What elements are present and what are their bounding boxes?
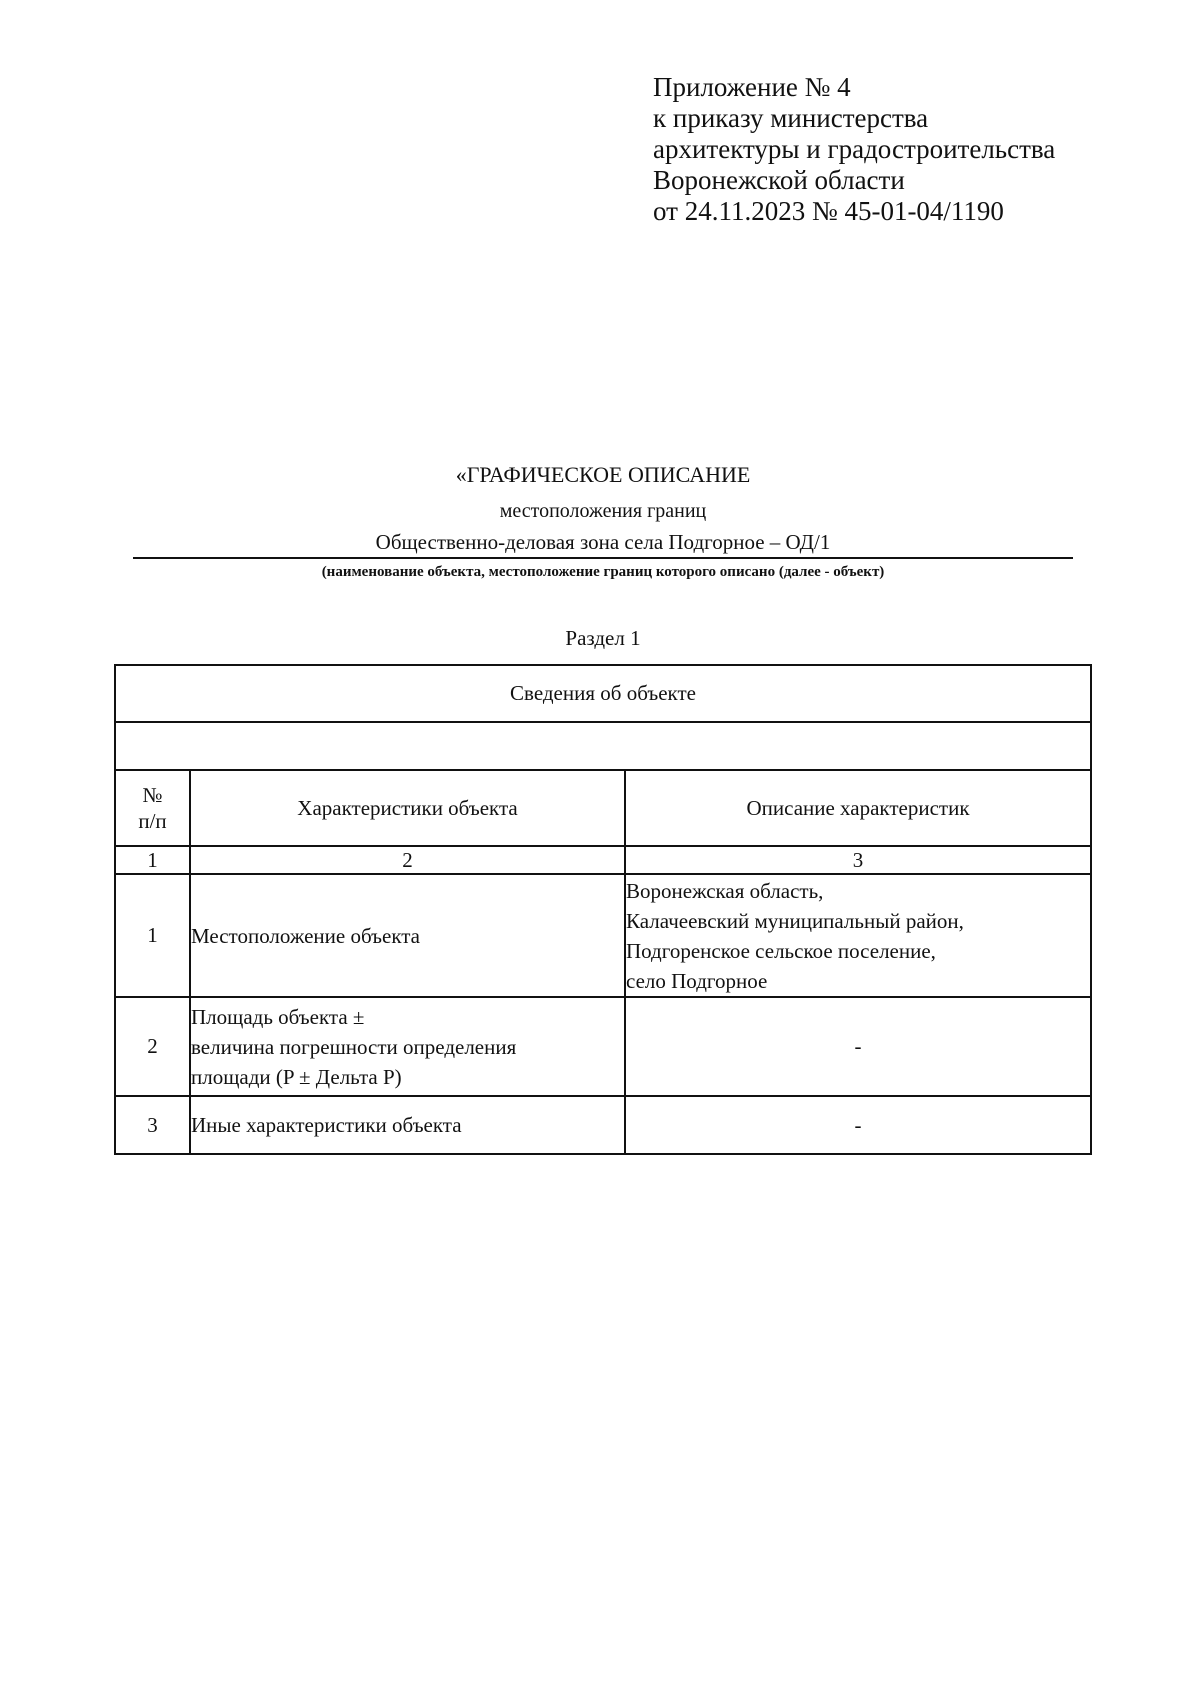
appendix-order-ref: к приказу министерства	[653, 103, 929, 133]
table-empty-row	[115, 722, 1091, 770]
row-description: -	[625, 1096, 1091, 1154]
row-description: -	[625, 997, 1091, 1096]
object-name-caption: (наименование объекта, местоположение границ которого описано (далее - объект)	[321, 564, 885, 580]
header-num	[115, 770, 190, 846]
object-name: Общественно-деловая зона села Подгорное – ОД/1	[375, 530, 831, 554]
table-row	[115, 997, 1091, 1096]
table-title-row	[115, 665, 1091, 722]
appendix-number: Приложение № 4	[653, 72, 851, 102]
appendix-block	[653, 72, 1055, 227]
description-line: Калачеевский муниципальный район,	[626, 908, 964, 933]
document-subheading: местоположения границ	[499, 500, 707, 522]
row-characteristic	[190, 997, 625, 1096]
appendix-region: Воронежской области	[653, 165, 905, 195]
document-heading: «ГРАФИЧЕСКОЕ ОПИСАНИЕ	[455, 462, 751, 487]
row-number: 3	[115, 1096, 190, 1154]
characteristic-line: площади (P ± Дельта P)	[191, 1064, 402, 1089]
column-number-3: 3	[625, 846, 1091, 874]
table-row	[115, 874, 1091, 997]
column-number-row	[115, 846, 1091, 874]
column-number-2: 2	[190, 846, 625, 874]
table-header-row	[115, 770, 1091, 846]
row-description	[625, 874, 1091, 997]
characteristic-line: Площадь объекта ±	[191, 1004, 365, 1029]
appendix-ministry: архитектуры и градостроительства	[653, 134, 1056, 164]
row-characteristic: Иные характеристики объекта	[190, 1096, 625, 1154]
header-num-abbr: п/п	[138, 809, 167, 833]
table-title: Сведения об объекте	[115, 665, 1091, 722]
description-line: Подгоренское сельское поселение,	[626, 938, 936, 963]
appendix-date-number: от 24.11.2023 № 45-01-04/1190	[653, 196, 1004, 226]
section-label: Раздел 1	[565, 626, 641, 650]
header-description: Описание характеристик	[625, 770, 1091, 846]
header-characteristics: Характеристики объекта	[190, 770, 625, 846]
description-line: Воронежская область,	[626, 878, 824, 903]
object-info-table	[114, 664, 1092, 1155]
table-row	[115, 1096, 1091, 1154]
table-empty-cell	[115, 722, 1091, 770]
description-line: село Подгорное	[626, 968, 768, 993]
row-number: 1	[115, 874, 190, 997]
title-underline	[133, 557, 1073, 559]
characteristic-line: величина погрешности определения	[191, 1034, 517, 1059]
row-number: 2	[115, 997, 190, 1096]
column-number-1: 1	[115, 846, 190, 874]
header-num-symbol: №	[142, 783, 163, 807]
row-characteristic: Местоположение объекта	[190, 874, 625, 997]
